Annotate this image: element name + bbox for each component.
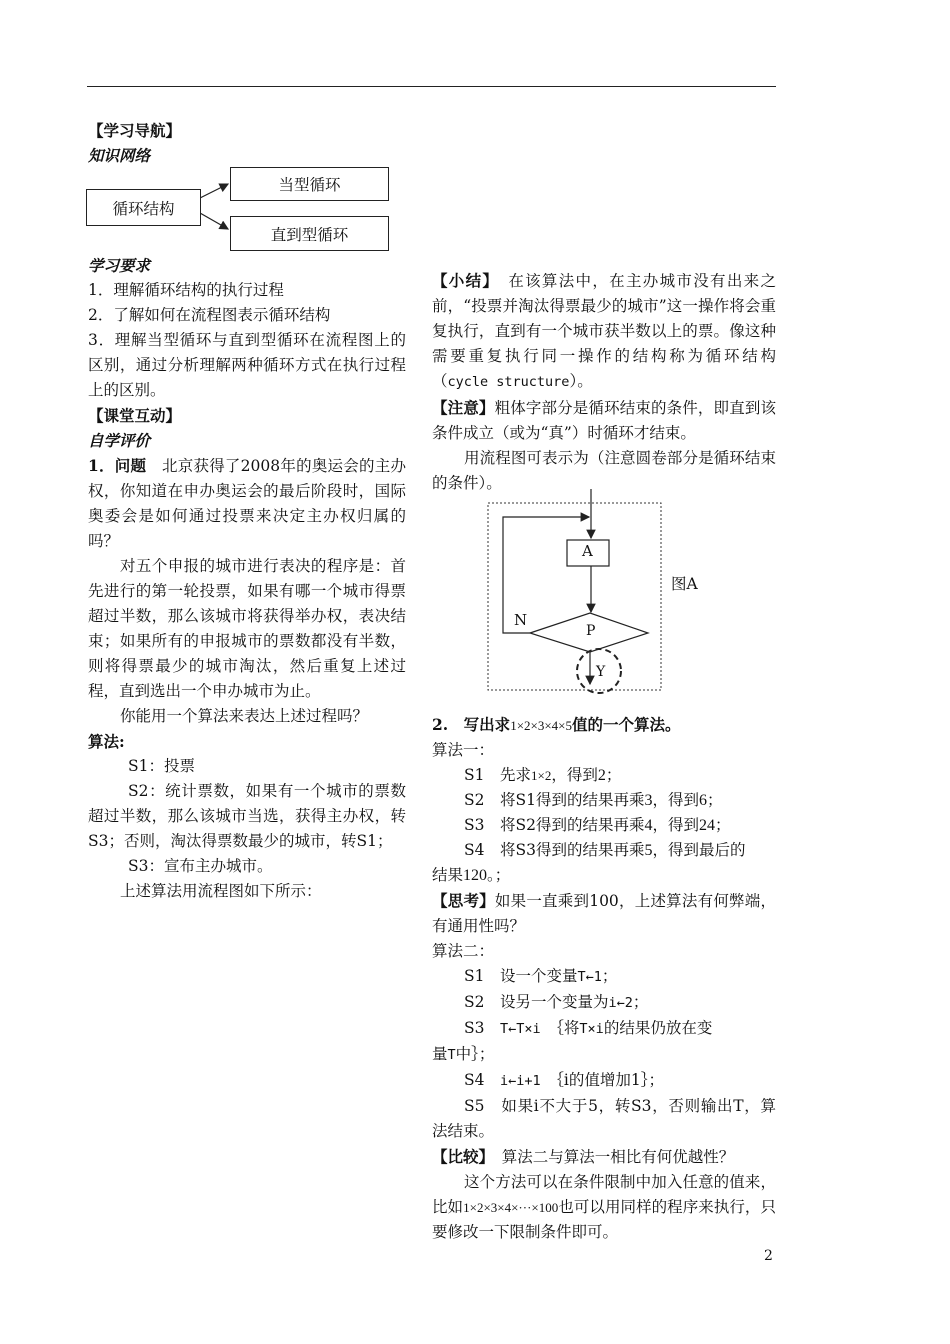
step-text: 的结果仍放在变 xyxy=(603,1019,713,1037)
section-heading-classroom: 【课堂互动】 xyxy=(88,406,182,425)
requirement-item: 2．了解如何在流程图表示循环结构 xyxy=(88,306,331,324)
step-text: ，得到 xyxy=(652,791,699,809)
step-text: ｛i的值增加1｝； xyxy=(556,1071,664,1089)
step-key: S4 xyxy=(464,1071,485,1089)
result-text: 。； xyxy=(487,866,511,884)
figure-dotted-frame xyxy=(488,503,661,690)
algorithm-step: S1：投票 xyxy=(128,757,195,775)
note-text: 粗体字部分是循环结束的条件，即直到该条件成立（或为“真”）时循环才结束。 xyxy=(432,399,776,442)
step-text: ； xyxy=(605,766,622,784)
node-label: 当型循环 xyxy=(278,176,341,194)
compare-text: 算法二与算法一相比有何优越性？ xyxy=(501,1148,735,1166)
step-math: 2 xyxy=(597,767,606,784)
step-key: S3 xyxy=(464,1019,485,1037)
summary-label: 【小结】 xyxy=(432,271,492,290)
step-text: ； xyxy=(707,791,723,809)
step-key: S3 xyxy=(464,816,485,834)
question-2-title xyxy=(432,712,776,738)
compare-text: 这个方法可以在条件限制中加入任意的值来，比如 xyxy=(432,1173,776,1216)
step-text: 量 xyxy=(432,1045,448,1063)
flow-intro: 用流程图可表示为（注意圆卷部分是循环结束的条件）。 xyxy=(432,449,776,492)
step-text: S2 设另一个变量为 xyxy=(464,993,609,1011)
algo2-step xyxy=(432,990,776,1016)
q2-expression: 1×2×3×4×5 xyxy=(510,718,573,733)
requirement-item: 3．理解当型循环与直到型循环在流程图上的区别，通过分析理解两种循环方式在执行过程上的区别。 xyxy=(88,331,406,399)
summary-text-end: ）。 xyxy=(569,372,593,390)
algo2-step-cont xyxy=(432,1042,776,1068)
branch-n-label: N xyxy=(514,611,528,629)
summary-term: cycle structure xyxy=(447,374,570,390)
branch-y-label: Y xyxy=(596,664,606,680)
algorithm-2-heading: 算法二： xyxy=(432,942,495,960)
flowchart-intro: 上述算法用流程图如下所示： xyxy=(120,882,322,900)
step-math: 3 xyxy=(644,792,653,809)
q2-label-end: 值的一个算法。 xyxy=(572,715,681,734)
compare-label: 【比较】 xyxy=(432,1147,487,1166)
step-text: ，得到最后的 xyxy=(652,841,746,859)
step-math: 5 xyxy=(644,842,653,859)
step-text: ，得到 xyxy=(652,816,699,834)
step-math: 1×2 xyxy=(531,768,552,783)
think-paragraph xyxy=(432,888,776,939)
compare-expression: 1×2×3×4×···×100 xyxy=(463,1200,559,1215)
question-2-block xyxy=(432,712,776,1245)
algo2-step xyxy=(432,1068,776,1094)
algorithm-step: S3：宣布主办城市。 xyxy=(128,857,273,875)
step-key: S1 xyxy=(464,766,485,784)
step-text: ； xyxy=(715,816,731,834)
step-text: ； xyxy=(601,967,618,985)
step-text: 将S3得到的结果再乘 xyxy=(500,841,645,859)
paragraph-voting: 对五个申报的城市进行表决的程序是：首先进行的第一轮投票，如果有哪一个城市得票超过半数，那么该城市将获得举办权，表决结束；如果所有的申报城市的票数都没有半数，则将得票最少的城市淘汰，然后重复上述过程，直到选出一个申办城市为止。 xyxy=(88,557,406,700)
algo1-step xyxy=(432,838,776,863)
section-heading-nav: 【学习导航】 xyxy=(88,121,182,140)
compare-paragraph xyxy=(432,1144,776,1170)
page-number: 2 xyxy=(764,1248,773,1264)
step-text: S1 设一个变量 xyxy=(464,967,578,985)
box-a-label: A xyxy=(582,542,593,560)
algo1-step xyxy=(432,788,776,813)
step-key: S4 xyxy=(464,841,485,859)
step-math: 24 xyxy=(699,817,715,834)
subheading-knowledge-network: 知识网络 xyxy=(88,146,151,165)
algorithm-1-heading: 算法一： xyxy=(432,741,495,759)
compare-text: 也可以用同样的程序来执行，只要修改一下限制条件即可。 xyxy=(432,1198,776,1241)
step-code: i←2 xyxy=(608,995,633,1011)
step-text: 将S2得到的结果再乘 xyxy=(500,816,645,834)
step-math: 6 xyxy=(699,792,707,809)
node-label: 循环结构 xyxy=(112,199,175,218)
question-1-text: 北京获得了2008年的奥运会的主办权，你知道在申办奥运会的最后阶段时，国际奥委会是如何通过投票来决定主办权归属的吗？ xyxy=(88,457,406,550)
summary-text: 在该算法中，在主办城市没有出来之前，“投票并淘汰得票最少的城市”这一操作将会重复执行，直到有一个城市获半数以上的票。像这种需要重复执行同一操作的结构称为循环结构（ xyxy=(432,272,776,390)
think-label: 【思考】 xyxy=(432,891,495,910)
note-label: 【注意】 xyxy=(432,398,495,417)
step-text: 中｝； xyxy=(455,1045,495,1063)
step-text: ； xyxy=(632,993,649,1011)
paragraph-prompt: 你能用一个算法来表达上述过程吗？ xyxy=(120,707,369,725)
algo2-step: S5 如果i不大于5，转S3，否则输出T，算法结束。 xyxy=(432,1097,776,1140)
algo1-step xyxy=(432,813,776,838)
question-1-label: 1．问题 xyxy=(88,456,147,475)
algo1-result xyxy=(432,863,776,888)
step-text: 将S1得到的结果再乘 xyxy=(500,791,645,809)
step-code: T←1 xyxy=(577,969,602,985)
requirement-item: 1．理解循环结构的执行过程 xyxy=(88,281,284,299)
figure-caption: 图A xyxy=(671,575,698,593)
subheading-requirements: 学习要求 xyxy=(88,256,151,275)
subheading-self-eval: 自学评价 xyxy=(88,431,151,450)
algo2-step xyxy=(432,1016,776,1042)
step-text: 先求 xyxy=(500,766,532,784)
result-text: 结果 xyxy=(432,866,464,884)
step-code: i←i+1 xyxy=(500,1073,541,1089)
step-code: T×i xyxy=(579,1021,604,1037)
step-code: T xyxy=(447,1047,456,1063)
step-code: T←T×i xyxy=(500,1021,541,1037)
algo1-step xyxy=(432,763,776,788)
algorithm-step: S2：统计票数，如果有一个城市的票数超过半数，那么该城市当选，获得主办权，转S3；否则，淘汰得票数最少的城市，转S1； xyxy=(88,782,406,850)
step-math: 4 xyxy=(644,817,653,834)
node-label: 直到型循环 xyxy=(270,225,349,244)
step-key: S2 xyxy=(464,791,485,809)
think-text: 如果一直乘到100，上述算法有何弊端，有通用性吗？ xyxy=(432,892,776,935)
q2-label: 2. 写出求 xyxy=(432,715,511,734)
compare-explanation xyxy=(432,1170,776,1245)
algo2-step xyxy=(432,964,776,990)
step-text: ｛将 xyxy=(556,1019,580,1037)
result-value: 120 xyxy=(463,867,488,884)
diamond-p-label: P xyxy=(586,623,596,639)
algorithm-label: 算法: xyxy=(88,732,125,751)
step-text: ，得到 xyxy=(551,766,598,784)
